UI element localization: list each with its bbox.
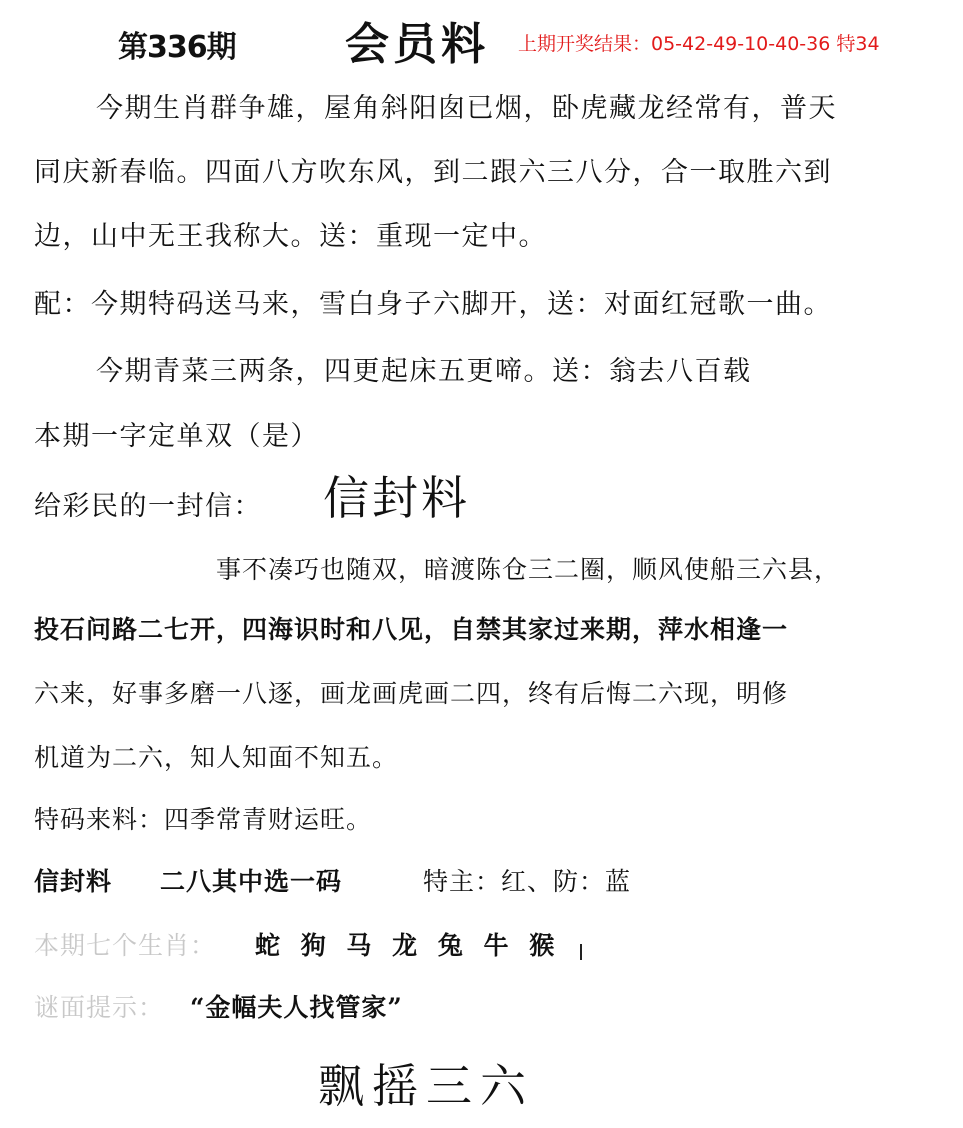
zodiac-values: 蛇 狗 马 龙 兔 牛 猴 — [255, 931, 561, 960]
envelope-main-color: 特主：红、防：蓝 — [423, 867, 632, 896]
riddle-values: “金幅夫人找管家” — [190, 993, 403, 1022]
member-verse-line-5: 今期青菜三两条，四更起床五更啼。送：翁去八百载 — [96, 356, 752, 387]
letter-title: 信封料 — [323, 471, 470, 525]
letter-line-4: 机道为二六，知人知面不知五。 — [34, 743, 399, 772]
member-verse-line-3: 边，山中无王我称大。送：重现一定中。 — [34, 221, 547, 252]
page-title: 会员料 — [345, 19, 489, 70]
stray-mark — [580, 944, 582, 960]
riddle-label: 谜面提示： — [34, 993, 165, 1022]
letter-line-3: 六来，好事多磨一八逐，画龙画虎画二四，终有后悔二六现，明修 — [34, 679, 789, 708]
member-verse-line-4: 配：今期特码送马来，雪白身子六脚开，送：对面红冠歌一曲。 — [34, 289, 832, 320]
letter-line-1: 事不凑巧也随双，暗渡陈仓三二圈，顺风使船三六县， — [216, 555, 841, 584]
single-double-hint: 本期一字定单双（是） — [34, 421, 319, 452]
issue-number: 第336期 — [118, 30, 236, 65]
zodiac-label: 本期七个生肖： — [34, 931, 217, 960]
special-code-hint: 特码来料：四季常青财运旺。 — [34, 805, 373, 834]
member-verse-line-1: 今期生肖群争雄，屋角斜阳囱已烟，卧虎藏龙经常有，普天 — [96, 93, 837, 124]
envelope-label: 信封料 — [34, 867, 113, 896]
envelope-pick: 二八其中选一码 — [160, 867, 343, 896]
member-verse-line-2: 同庆新春临。四面八方吹东风，到二跟六三八分，合一取胜六到 — [34, 157, 832, 188]
letter-label: 给彩民的一封信： — [34, 491, 262, 522]
letter-line-2: 投石问路二七开，四海识时和八见，自禁其家过来期，萍水相逢一 — [34, 615, 789, 644]
last-draw-result: 上期开奖结果：05-42-49-10-40-36 特34 — [518, 33, 880, 55]
footer-title: 飘摇三六 — [318, 1059, 534, 1113]
